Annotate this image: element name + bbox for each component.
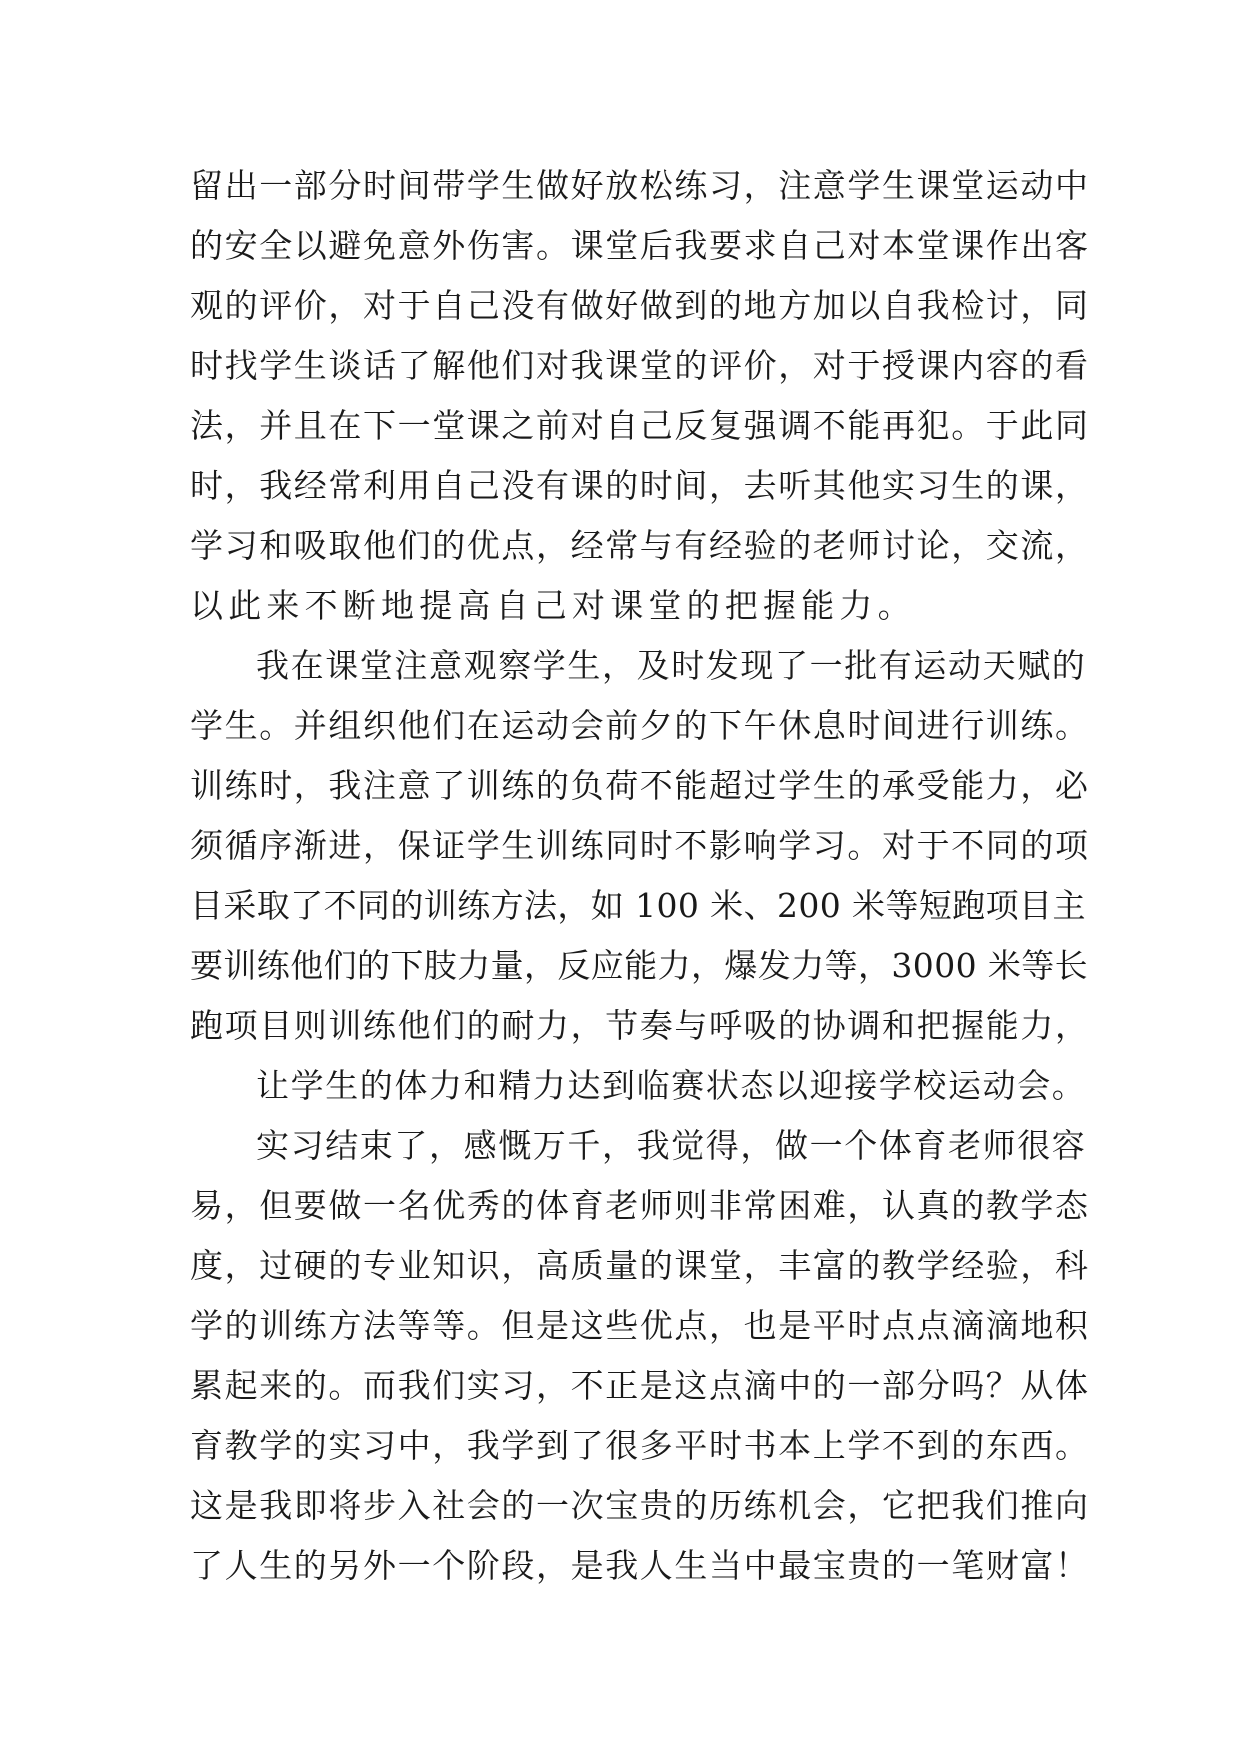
text-line: 育教学的实习中，我学到了很多平时书本上学不到的东西。 bbox=[190, 1426, 1090, 1465]
text-line: 学的训练方法等等。但是这些优点，也是平时点点滴滴地积 bbox=[190, 1306, 1090, 1345]
text-line: 度，过硬的专业知识，高质量的课堂，丰富的教学经验，科 bbox=[190, 1246, 1090, 1285]
text-line: 时，我经常利用自己没有课的时间，去听其他实习生的课， bbox=[190, 466, 1090, 505]
text-line: 学生。并组织他们在运动会前夕的下午休息时间进行训练。 bbox=[190, 706, 1090, 745]
text-line: 这是我即将步入社会的一次宝贵的历练机会，它把我们推向 bbox=[190, 1486, 1090, 1525]
text-line: 了人生的另外一个阶段，是我人生当中最宝贵的一笔财富！ bbox=[190, 1546, 1090, 1585]
document-body bbox=[190, 156, 1090, 1596]
text-line: 观的评价，对于自己没有做好做到的地方加以自我检讨，同 bbox=[190, 286, 1090, 325]
text-line: 累起来的。而我们实习，不正是这点滴中的一部分吗？从体 bbox=[190, 1366, 1090, 1405]
paragraph-first-line: 实习结束了，感慨万千，我觉得，做一个体育老师很容 bbox=[256, 1126, 1087, 1165]
text-line: 目采取了不同的训练方法，如 100 米、200 米等短跑项目主 bbox=[190, 886, 1086, 925]
text-line: 跑项目则训练他们的耐力，节奏与呼吸的协调和把握能力， bbox=[190, 1006, 1090, 1045]
paragraph-first-line: 让学生的体力和精力达到临赛状态以迎接学校运动会。 bbox=[256, 1066, 1087, 1105]
text-line: 要训练他们的下肢力量，反应能力，爆发力等，3000 米等长 bbox=[190, 946, 1089, 985]
text-line: 训练时，我注意了训练的负荷不能超过学生的承受能力，必 bbox=[190, 766, 1090, 805]
text-line: 的安全以避免意外伤害。课堂后我要求自己对本堂课作出客 bbox=[190, 226, 1090, 265]
text-line: 时找学生谈话了解他们对我课堂的评价，对于授课内容的看 bbox=[190, 346, 1090, 385]
text-line: 须循序渐进，保证学生训练同时不影响学习。对于不同的项 bbox=[190, 826, 1090, 865]
text-line: 法，并且在下一堂课之前对自己反复强调不能再犯。于此同 bbox=[190, 406, 1090, 445]
text-line: 以此来不断地提高自己对课堂的把握能力。 bbox=[190, 586, 916, 625]
text-line: 易，但要做一名优秀的体育老师则非常困难，认真的教学态 bbox=[190, 1186, 1090, 1225]
paragraph-first-line: 我在课堂注意观察学生，及时发现了一批有运动天赋的 bbox=[256, 646, 1087, 685]
text-line: 学习和吸取他们的优点，经常与有经验的老师讨论，交流， bbox=[190, 526, 1090, 565]
text-line: 留出一部分时间带学生做好放松练习，注意学生课堂运动中 bbox=[190, 166, 1090, 205]
